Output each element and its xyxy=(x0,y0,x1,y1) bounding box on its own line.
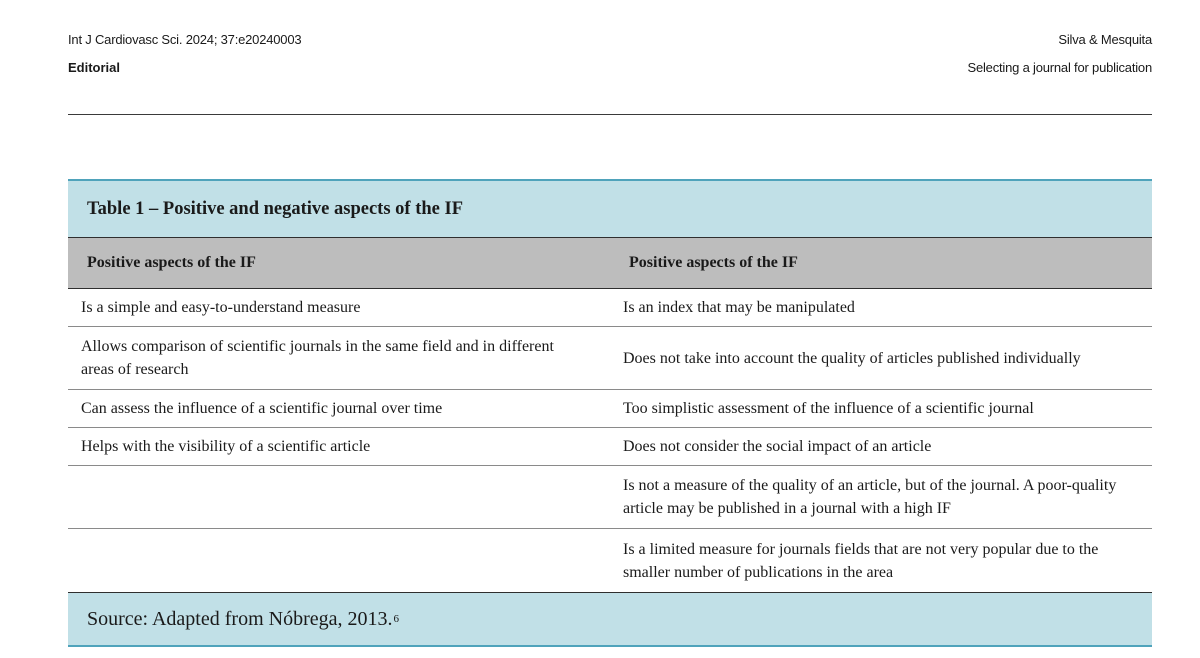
table-cell: Does not take into account the quality of articles published individually xyxy=(623,349,1081,367)
table-cell: Does not consider the social impact of an article xyxy=(623,438,932,455)
table-cell: Can assess the influence of a scientific journal over time xyxy=(81,400,443,417)
source-reference: 6 xyxy=(393,613,399,625)
table-cell: Too simplistic assessment of the influence of a scientific journal xyxy=(623,400,1034,417)
table-cell: Helps with the visibility of a scientific article xyxy=(81,438,371,455)
table-row xyxy=(68,289,1152,327)
column-header-positive: Positive aspects of the IF xyxy=(87,254,256,271)
running-header-left xyxy=(68,32,301,76)
table-header-row xyxy=(68,237,1152,289)
table-caption: Table 1 – Positive and negative aspects of the IF xyxy=(68,179,1152,237)
table-cell: Is a limited measure for journals fields that are not very popular due to the smaller number of publications in the area xyxy=(623,540,1099,581)
table-cell: Allows comparison of scientific journals in the same field and in different areas of research xyxy=(81,338,554,378)
table-source-note xyxy=(68,592,1152,647)
short-title: Selecting a journal for publication xyxy=(967,60,1152,75)
journal-citation: Int J Cardiovasc Sci. 2024; 37:e20240003 xyxy=(68,32,302,47)
table-row xyxy=(68,529,1152,592)
table-cell: Is a simple and easy-to-understand measure xyxy=(81,299,361,316)
table-row xyxy=(68,327,1152,390)
authors: Silva & Mesquita xyxy=(1058,32,1152,47)
table-row xyxy=(68,466,1152,529)
table-1 xyxy=(68,179,1152,647)
column-header-negative: Positive aspects of the IF xyxy=(629,254,798,271)
table-row xyxy=(68,390,1152,428)
table-cell: Is an index that may be manipulated xyxy=(623,299,855,316)
section-label: Editorial xyxy=(68,60,121,75)
running-header-right xyxy=(967,32,1152,76)
table-row xyxy=(68,428,1152,466)
header-divider xyxy=(68,114,1152,115)
source-text: Source: Adapted from Nóbrega, 2013. xyxy=(87,607,393,630)
table-cell: Is not a measure of the quality of an article, but of the journal. A poor-quality article may be published in a journal with a high IF xyxy=(623,477,1117,517)
